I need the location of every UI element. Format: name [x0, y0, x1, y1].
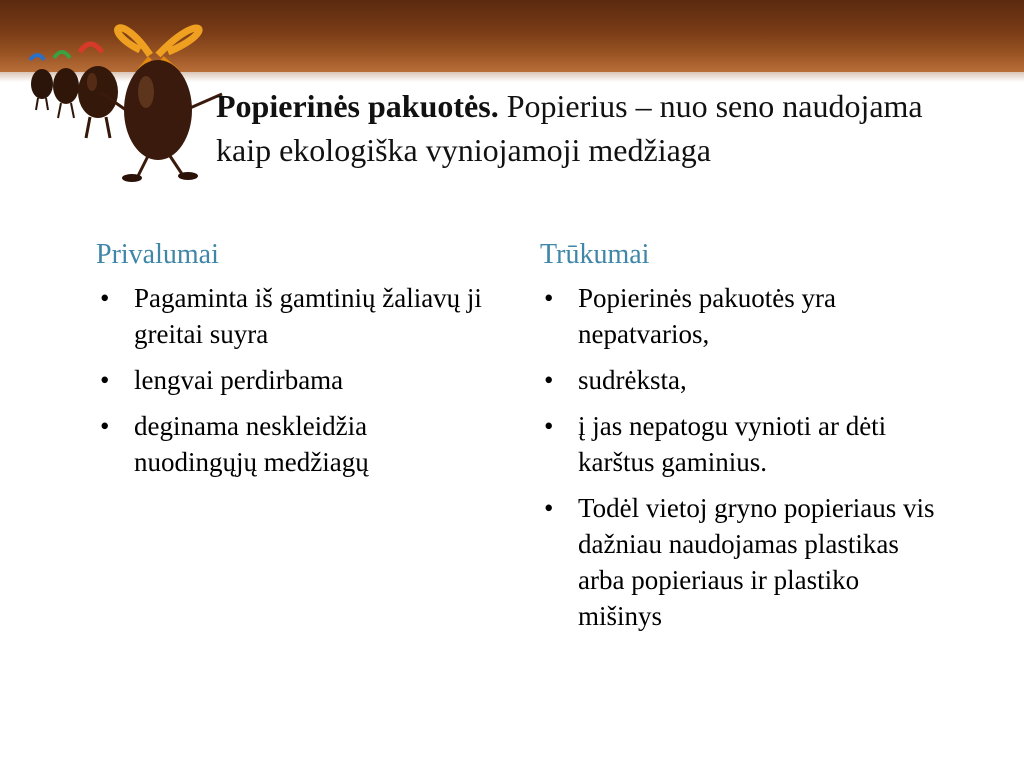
- list-item: [96, 408, 496, 480]
- bullet: •: [544, 411, 554, 441]
- main-egg-character: [100, 28, 222, 182]
- slide-title-rest: Popierius – nuo seno naudojama kaip ekologiška vyniojamoji medžiaga: [216, 88, 923, 168]
- list-item: [96, 280, 496, 352]
- list-item-text: į jas nepatogu vynioti ar dėti karštus gaminius.: [578, 411, 887, 477]
- bullet: •: [100, 365, 110, 395]
- small-egg-green: [53, 52, 79, 118]
- list-item-text: lengvai perdirbama: [134, 365, 344, 395]
- list-item-text: Todėl vietoj gryno popieriaus vis dažniau naudojamas plastikas arba popieriaus ir plastiko mišinys: [578, 493, 935, 631]
- list-item: [96, 362, 496, 398]
- small-egg-blue: [30, 55, 53, 110]
- list-item: [540, 490, 940, 634]
- advantages-list: [96, 280, 496, 480]
- list-item: [540, 408, 940, 480]
- list-item: [540, 280, 940, 352]
- disadvantages-list: [540, 280, 940, 634]
- bullet: •: [100, 411, 110, 441]
- egg-characters-illustration: [0, 0, 240, 200]
- list-item: [540, 362, 940, 398]
- bullet: •: [100, 283, 110, 313]
- bullet: •: [544, 365, 554, 395]
- list-item-text: sudrėksta,: [578, 365, 687, 395]
- disadvantages-heading: Trūkumai: [540, 239, 650, 270]
- list-item-text: Popierinės pakuotės yra nepatvarios,: [578, 283, 836, 349]
- advantages-column: [96, 236, 496, 490]
- slide-title-bold: Popierinės pakuotės.: [216, 88, 499, 124]
- list-item-text: Pagaminta iš gamtinių žaliavų ji greitai suyra: [134, 283, 482, 349]
- advantages-heading: Privalumai: [96, 239, 219, 270]
- slide-title: [216, 84, 976, 172]
- bullet: •: [544, 493, 554, 523]
- bullet: •: [544, 283, 554, 313]
- small-egg-red: [78, 44, 118, 138]
- disadvantages-column: [540, 236, 940, 644]
- list-item-text: deginama neskleidžia nuodingųjų medžiagų: [134, 411, 369, 477]
